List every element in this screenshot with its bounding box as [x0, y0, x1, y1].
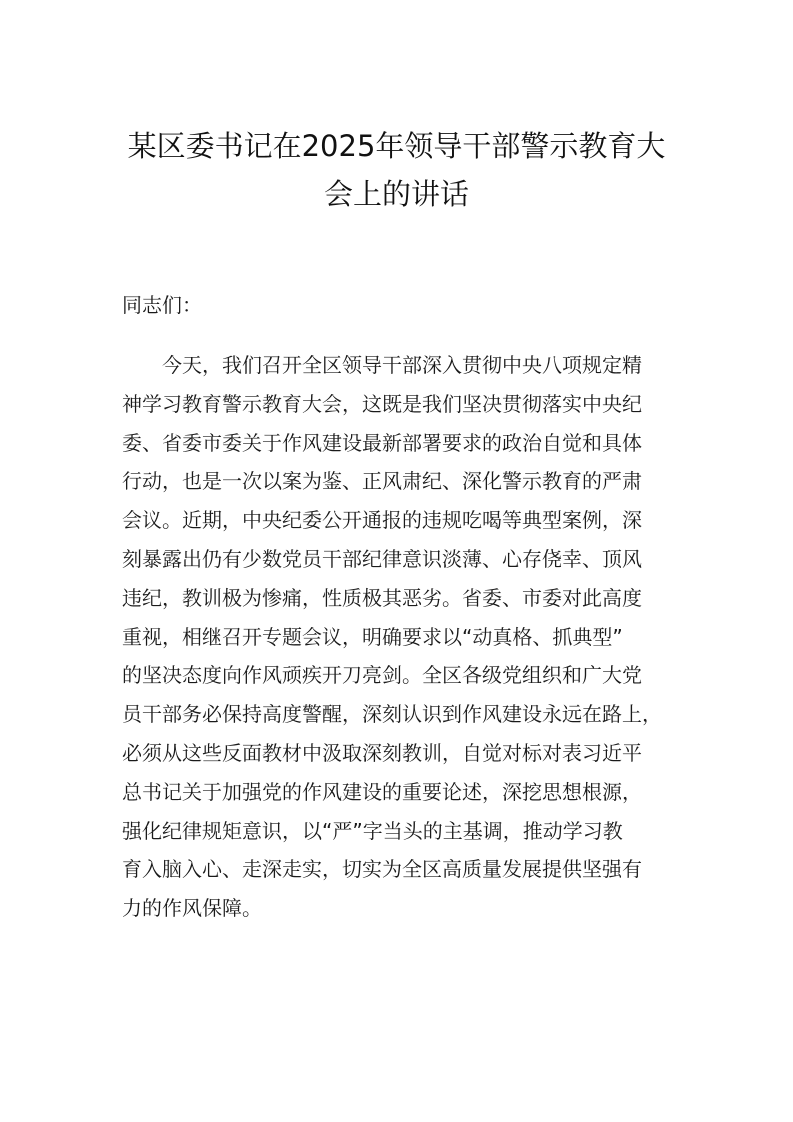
paragraph-line: 力的作风保障。: [122, 896, 262, 921]
paragraph-line: 的坚决态度向作风顽疾开刀亮剑。全区各级党组织和广大党: [122, 663, 642, 688]
body-paragraph: [122, 346, 702, 928]
document-title: [100, 122, 693, 218]
paragraph-line: 今天，我们召开全区领导干部深入贯彻中央八项规定精: [162, 353, 642, 377]
paragraph-line: 重视，相继召开专题会议，明确要求以“动真格、抓典型”: [122, 624, 623, 649]
paragraph-line: 必须从这些反面教材中汲取深刻教训，自觉对标对表习近平: [122, 740, 642, 765]
paragraph-line: 强化纪律规矩意识，以“严”字当头的主基调，推动学习教: [122, 818, 623, 843]
title-line: 某区委书记在2025年领导干部警示教育大: [127, 129, 666, 163]
title-line: 会上的讲话: [323, 177, 469, 211]
paragraph-line: 育入脑入心、走深走实，切实为全区高质量发展提供坚强有: [122, 857, 642, 882]
paragraph-line: 员干部务必保持高度警醒，深刻认识到作风建设永远在路上，: [122, 702, 662, 727]
salutation: 同志们：: [122, 293, 202, 317]
paragraph-line: 总书记关于加强党的作风建设的重要论述，深挖思想根源，: [122, 779, 642, 804]
paragraph-line: 行动，也是一次以案为鉴、正风肃纪、深化警示教育的严肃: [122, 469, 642, 494]
paragraph-line: 委、省委市委关于作风建设最新部署要求的政治自觉和具体: [122, 430, 642, 455]
paragraph-line: 会议。近期，中央纪委公开通报的违规吃喝等典型案例，深: [122, 508, 642, 533]
paragraph-line: 神学习教育警示教育大会，这既是我们坚决贯彻落实中央纪: [122, 391, 642, 416]
paragraph-line: 违纪，教训极为惨痛，性质极其恶劣。省委、市委对此高度: [122, 585, 642, 610]
paragraph-line: 刻暴露出仍有少数党员干部纪律意识淡薄、心存侥幸、顶风: [122, 546, 642, 571]
